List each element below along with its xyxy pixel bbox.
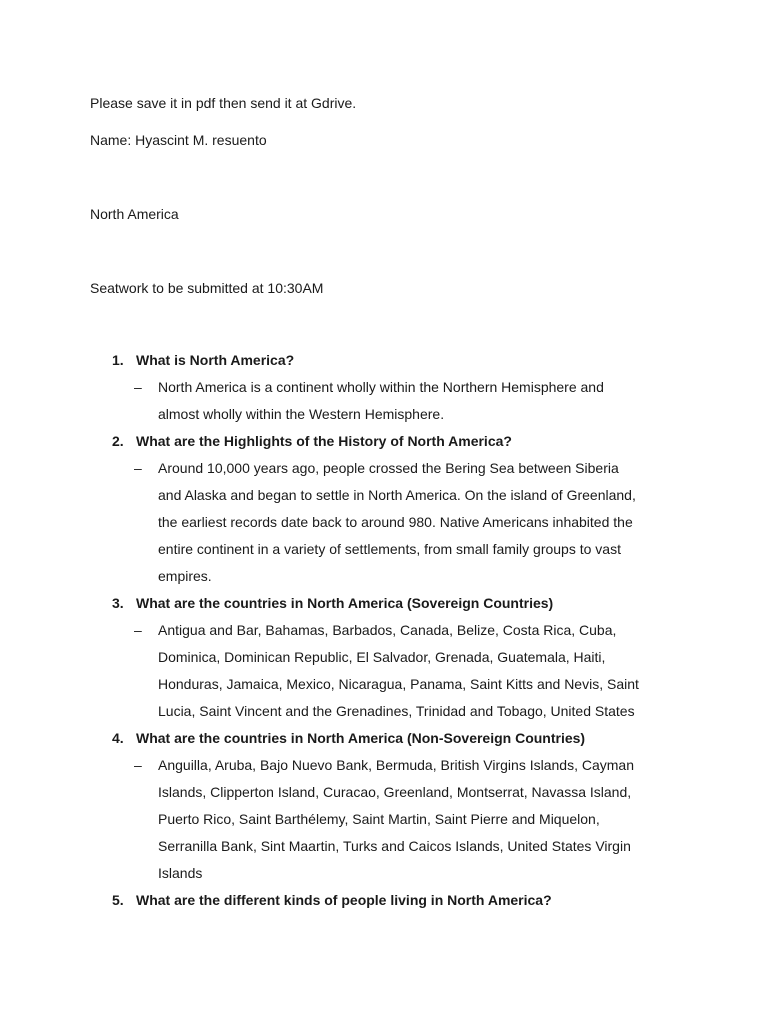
answer-line: Honduras, Jamaica, Mexico, Nicaragua, Panama, Saint Kitts and Nevis, Saint [158,676,639,692]
question-text: What are the Highlights of the History of North America? [136,433,512,449]
answer-line: Around 10,000 years ago, people crossed the Bering Sea between Siberia [158,460,619,476]
answer-line: and Alaska and began to settle in North America. On the island of Greenland, [158,487,636,503]
dash-bullet: – [134,622,142,638]
question-text: What is North America? [136,352,295,368]
answer-2 [134,455,694,590]
topic-title: North America [90,206,179,222]
answer-line: Anguilla, Aruba, Bajo Nuevo Bank, Bermuda, British Virgins Islands, Cayman [158,757,634,773]
answer-line: Islands, Clipperton Island, Curacao, Greenland, Montserrat, Navassa Island, [158,784,632,800]
answer-4 [134,752,694,887]
question-text: What are the different kinds of people living in North America? [136,892,552,908]
dash-bullet: – [134,460,142,476]
answer-line: Puerto Rico, Saint Barthélemy, Saint Martin, Saint Pierre and Miquelon, [158,811,600,827]
answer-1 [134,374,694,428]
answer-line: Serranilla Bank, Sint Maartin, Turks and Caicos Islands, United States Virgin [158,838,631,854]
answer-line: North America is a continent wholly within the Northern Hemisphere and [158,379,604,395]
question-2 [112,432,712,450]
answer-3 [134,617,694,725]
question-text: What are the countries in North America (Non-Sovereign Countries) [136,730,586,746]
student-name: Name: Hyascint M. resuento [90,132,267,148]
question-3 [112,594,712,612]
seatwork-deadline: Seatwork to be submitted at 10:30AM [90,280,324,296]
answer-line: Antigua and Bar, Bahamas, Barbados, Canada, Belize, Costa Rica, Cuba, [158,622,617,638]
question-number: 3. [112,595,124,611]
question-4 [112,729,712,747]
answer-line: Dominica, Dominican Republic, El Salvador, Grenada, Guatemala, Haiti, [158,649,606,665]
question-number: 5. [112,892,124,908]
question-text: What are the countries in North America (Sovereign Countries) [136,595,554,611]
answer-line: almost wholly within the Western Hemisphere. [158,406,445,422]
question-1 [112,351,712,369]
instruction-text: Please save it in pdf then send it at Gdrive. [90,95,357,111]
question-number: 2. [112,433,124,449]
dash-bullet: – [134,757,142,773]
answer-line: Islands [158,865,203,881]
question-number: 4. [112,730,124,746]
dash-bullet: – [134,379,142,395]
question-5 [112,891,712,909]
answer-line: Lucia, Saint Vincent and the Grenadines, Trinidad and Tobago, United States [158,703,635,719]
answer-line: the earliest records date back to around 980. Native Americans inhabited the [158,514,633,530]
question-number: 1. [112,352,124,368]
answer-line: empires. [158,568,212,584]
answer-line: entire continent in a variety of settlements, from small family groups to vast [158,541,621,557]
